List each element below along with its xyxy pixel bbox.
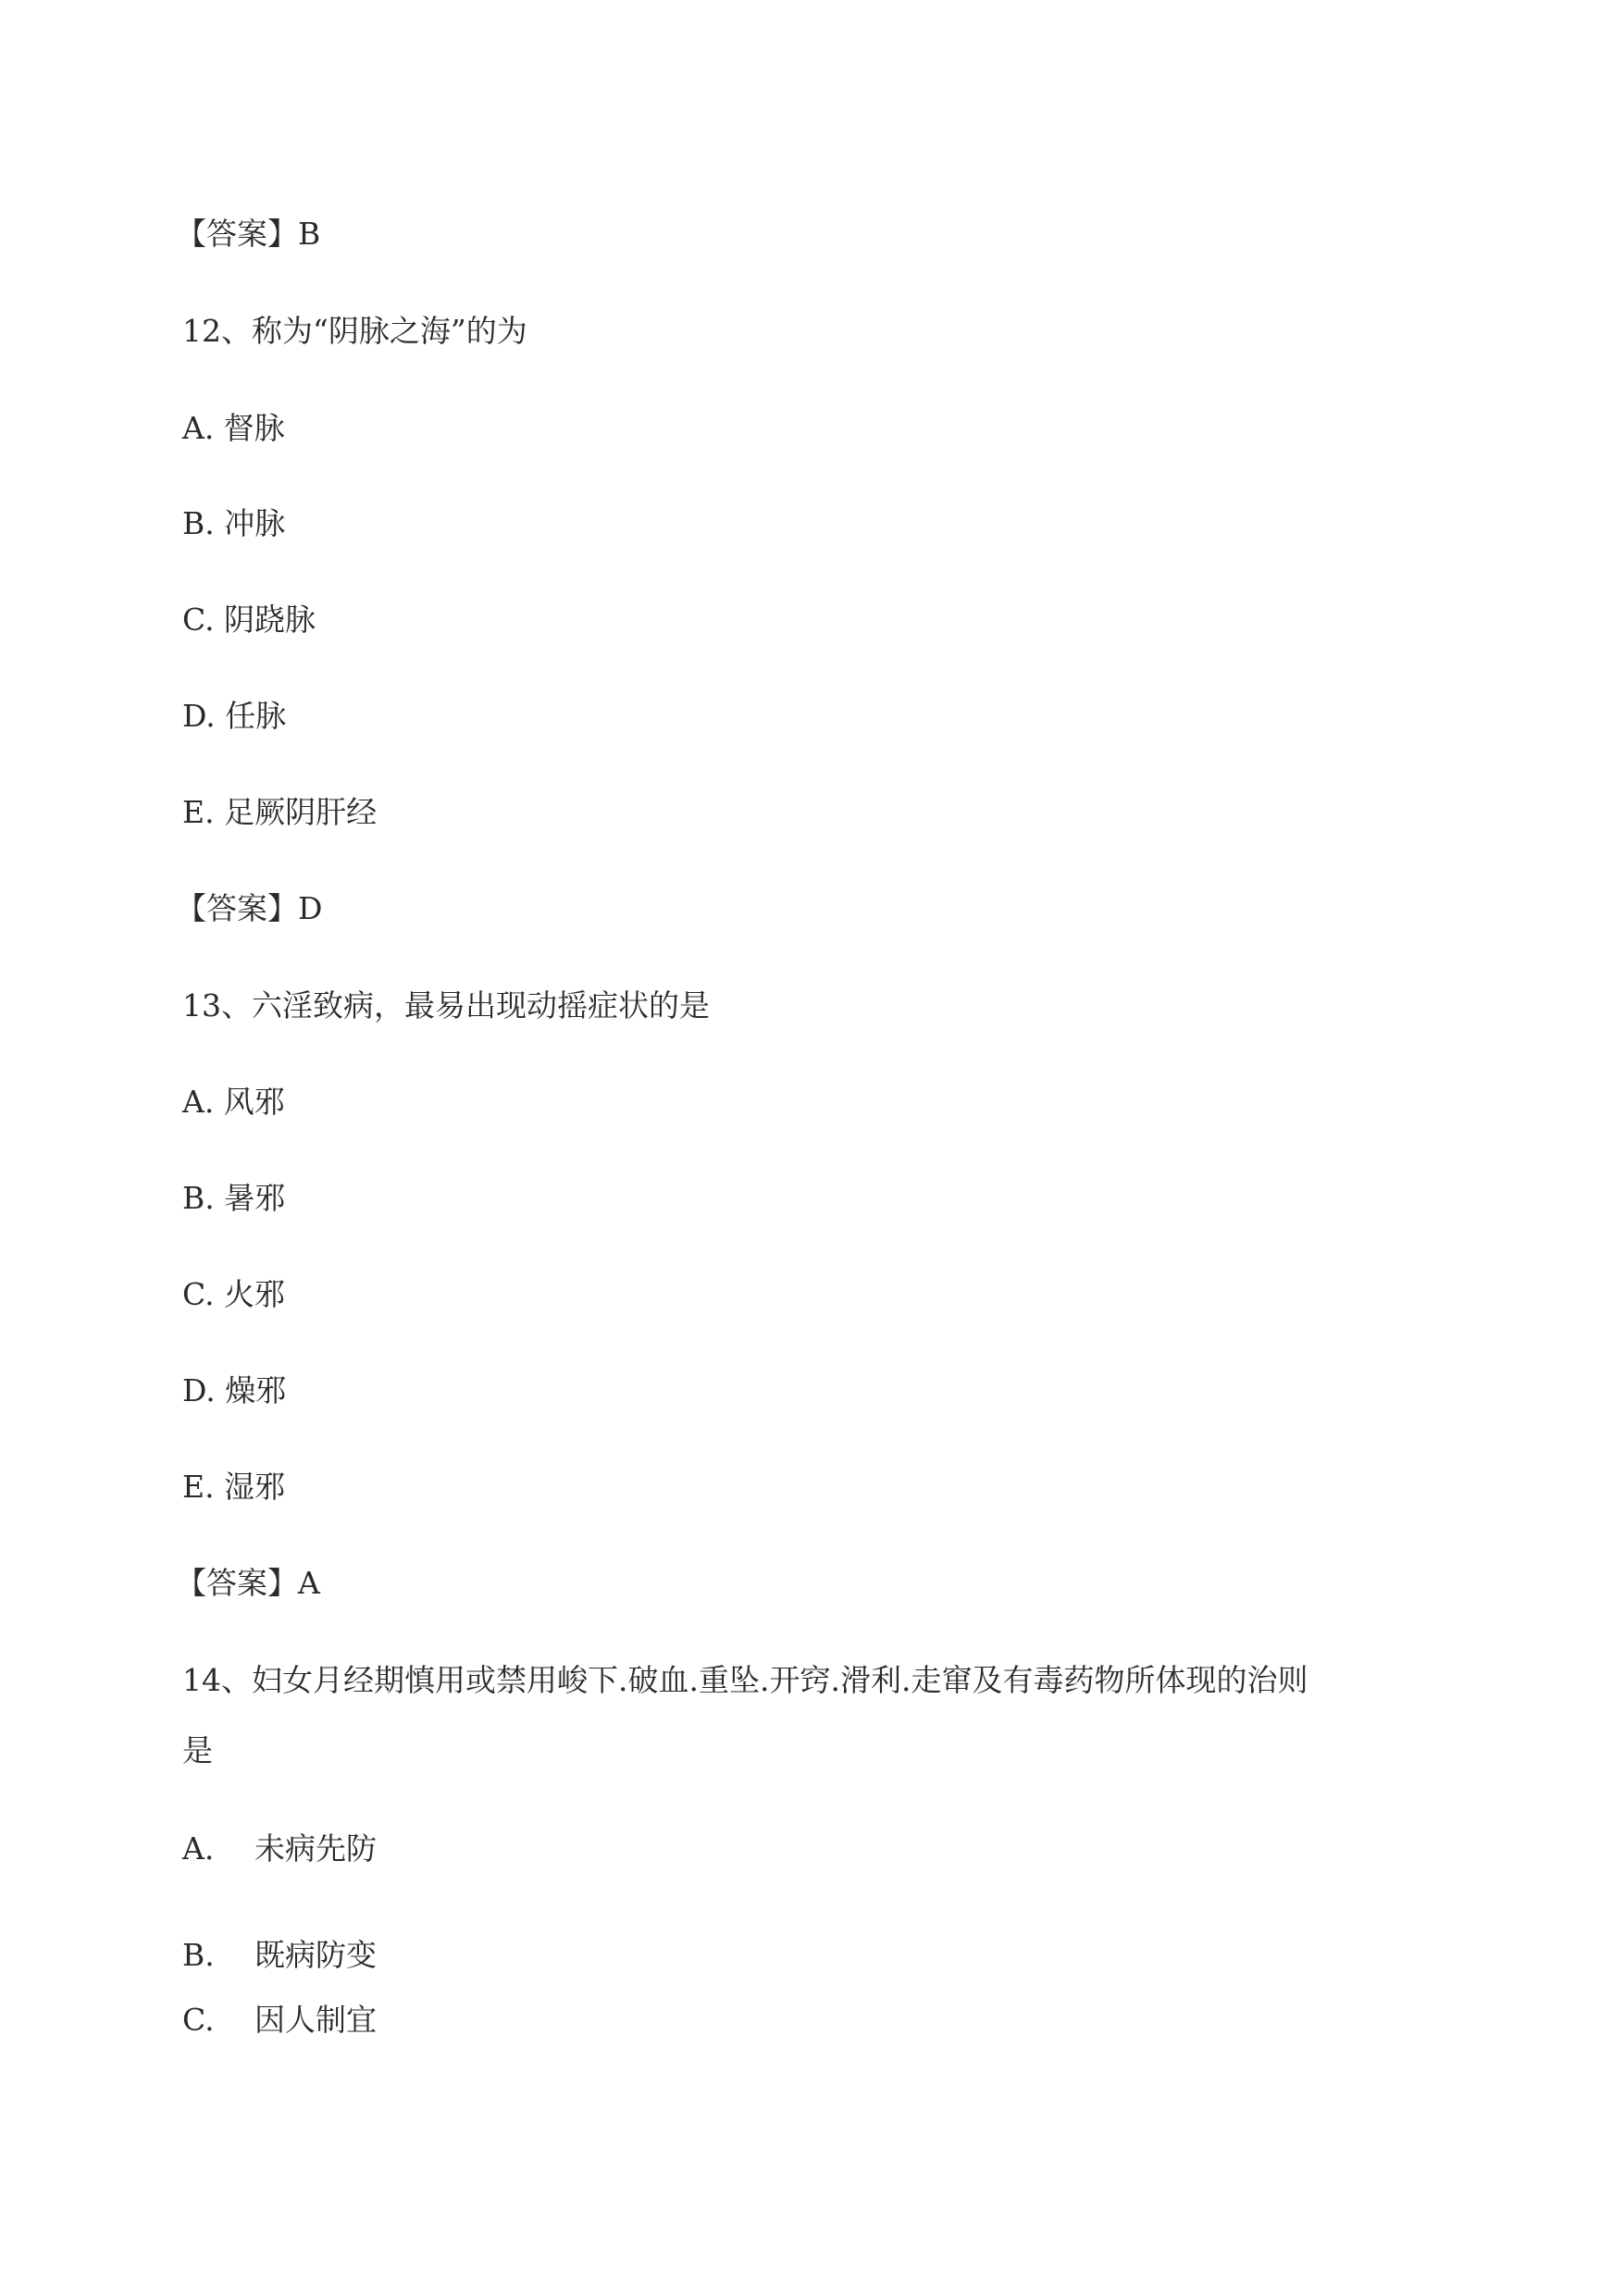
option-13-b: B. 暑邪 (182, 1180, 286, 1216)
option-12-e: E. 足厥阴肝经 (182, 794, 378, 830)
question-13: 13、六淫致病，最易出现动摇症状的是 (182, 987, 710, 1023)
answer-12: 【答案】D (176, 890, 323, 926)
option-13-a: A. 风邪 (182, 1084, 285, 1120)
option-letter: B. (182, 1937, 215, 1973)
option-13-e: E. 湿邪 (182, 1469, 286, 1505)
option-text: 因人制宜 (254, 2002, 377, 2038)
option-13-d: D. 燥邪 (182, 1372, 287, 1408)
option-14-a (182, 1830, 377, 1867)
option-12-b: B. 冲脉 (182, 505, 286, 541)
option-12-d: D. 任脉 (182, 698, 287, 734)
option-letter: A. (182, 1830, 215, 1867)
answer-13: 【答案】A (176, 1565, 320, 1601)
question-14-line-2: 是 (182, 1732, 213, 1768)
question-14-line-1: 14、妇女月经期慎用或禁用峻下.破血.重坠.开窍.滑利.走窜及有毒药物所体现的治则 (182, 1662, 1308, 1698)
question-12: 12、称为“阴脉之海”的为 (182, 313, 527, 349)
option-12-a: A. 督脉 (182, 410, 285, 446)
answer-line: 【答案】B (176, 216, 321, 252)
option-14-b (182, 1937, 377, 1974)
option-12-c: C. 阴跷脉 (182, 602, 316, 638)
option-text: 未病先防 (254, 1830, 377, 1867)
option-13-c: C. 火邪 (182, 1276, 286, 1312)
option-14-c (182, 2002, 377, 2039)
option-letter: C. (182, 2002, 215, 2038)
option-text: 既病防变 (254, 1937, 377, 1973)
